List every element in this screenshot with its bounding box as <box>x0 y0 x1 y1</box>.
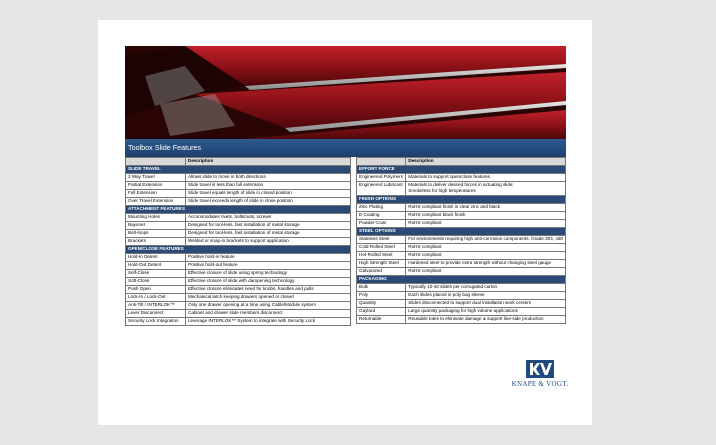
feature-description: RoHS compliant <box>406 267 566 275</box>
table-row <box>357 211 566 219</box>
feature-label: 2 Way Travel <box>126 174 186 182</box>
table-row <box>126 302 351 310</box>
feature-label: Bayonet <box>126 222 186 230</box>
toolbox-photo <box>125 46 566 139</box>
section-header: EFFORT FORCE <box>357 166 566 174</box>
table-row <box>126 294 351 302</box>
section-header: STEEL OPTIONS <box>357 227 566 235</box>
feature-label: Partial Extension <box>126 182 186 190</box>
kv-logo-icon <box>526 360 554 378</box>
feature-description: Each slides placed in poly bag sleeve <box>406 291 566 299</box>
feature-label: Quantity <box>357 299 406 307</box>
feature-description: Effective closure eliminates need for knobs, handles and pulls <box>186 286 351 294</box>
table-row <box>126 262 351 270</box>
table-row <box>126 278 351 286</box>
feature-description: Cabinet and drawer slide members disconnect <box>186 310 351 318</box>
feature-description: Effective closure of slide using spring technology <box>186 270 351 278</box>
section-header-row <box>357 195 566 203</box>
feature-label: Cold-Rolled Steel <box>357 243 406 251</box>
feature-description: RoHS compliant <box>406 243 566 251</box>
feature-label: Brackets <box>126 238 186 246</box>
feature-description: Leverage INTERLOK™ System to integrate with Security Lock <box>186 318 351 326</box>
table-row <box>126 198 351 206</box>
feature-description: Effective closure of slide with dampening technology <box>186 278 351 286</box>
feature-label: Gaylord <box>357 307 406 315</box>
table-row <box>126 182 351 190</box>
feature-description: RoHS compliant <box>406 219 566 227</box>
table-row <box>357 291 566 299</box>
section-header-row <box>126 206 351 214</box>
feature-label: Hot-Rolled Steel <box>357 251 406 259</box>
feature-description: Slide travel equals length of slide in closed position <box>186 190 351 198</box>
feature-description: RoHS compliant finish in clear zinc and black <box>406 203 566 211</box>
table-row <box>126 230 351 238</box>
feature-label: Hold-In Detent <box>126 254 186 262</box>
table-row <box>126 190 351 198</box>
description-column-header: Description <box>406 158 566 166</box>
feature-description: Slides disconnected to support dual installation work centers <box>406 299 566 307</box>
feature-label: Push Open <box>126 286 186 294</box>
table-row <box>357 251 566 259</box>
feature-label: Poly <box>357 291 406 299</box>
feature-label: Galvanized <box>357 267 406 275</box>
brand-name: KNAPE & VOGT. <box>511 380 569 388</box>
table-title: Toolbox Slide Features <box>125 139 566 157</box>
feature-description: Typically 10-40 slides per corrugated carton <box>406 283 566 291</box>
feature-column-header <box>357 158 406 166</box>
table-row <box>126 222 351 230</box>
feature-description: Materials to support open/close features <box>406 174 566 182</box>
table-row <box>357 299 566 307</box>
feature-label: High Strength Steel <box>357 259 406 267</box>
feature-label: Returnable <box>357 315 406 323</box>
table-row <box>126 318 351 326</box>
feature-label: Over Travel Extension <box>126 198 186 206</box>
feature-label: Soft-Close <box>126 278 186 286</box>
feature-label: Mounting Holes <box>126 214 186 222</box>
section-header: FINISH OPTIONS <box>357 195 566 203</box>
feature-label: Security Lock Integration <box>126 318 186 326</box>
table-row <box>357 267 566 275</box>
feature-description: For environments requiring high anti-corrosion components. Grade 304, 430 <box>406 235 566 243</box>
section-header-row <box>126 166 351 174</box>
slide-features-table-left <box>125 157 351 326</box>
table-row <box>126 174 351 182</box>
section-header: OPEN/CLOSE FEATURES <box>126 246 351 254</box>
feature-label: Engineered Polymers <box>357 174 406 182</box>
table-row <box>357 243 566 251</box>
feature-label: Lock-In / Lock-Out <box>126 294 186 302</box>
table-row <box>357 283 566 291</box>
table-row <box>357 235 566 243</box>
feature-description: Accommodates rivets, bolts/nuts, screws <box>186 214 351 222</box>
section-header: SLIDE TRAVEL <box>126 166 351 174</box>
feature-label: Stainless Steel <box>357 235 406 243</box>
table-row <box>357 203 566 211</box>
feature-description: Large quantity packaging for high volume applications <box>406 307 566 315</box>
feature-label: Powder-Coat <box>357 219 406 227</box>
table-row <box>357 315 566 323</box>
table-row <box>357 259 566 267</box>
feature-description: Allows slide to move in both directions <box>186 174 351 182</box>
feature-label: Anti-Tilt / INTERLOK™ <box>126 302 186 310</box>
feature-description: Designed for tool-less, fast installation of metal storage <box>186 230 351 238</box>
feature-description: Only one drawer opening at a time using Cable/Module system <box>186 302 351 310</box>
feature-label: Belt-loops <box>126 230 186 238</box>
table-row <box>126 310 351 318</box>
feature-description-line: Materials to deliver desired forces in actuating slide; <box>408 182 514 187</box>
feature-label: Lever Disconnect <box>126 310 186 318</box>
table-row <box>357 219 566 227</box>
section-header-row <box>357 227 566 235</box>
feature-description: Mechanical latch keeping drawers opened or closed <box>186 294 351 302</box>
feature-description: Positive hold-in feature <box>186 254 351 262</box>
section-header-row <box>357 275 566 283</box>
feature-description-line: Smokeless for high temperatures <box>408 188 476 194</box>
feature-label: Engineered Lubricant <box>357 182 406 196</box>
slide-features-table-right <box>356 157 566 324</box>
feature-description: Positive hold-out feature <box>186 262 351 270</box>
feature-description: Welded or snap-in brackets to support application <box>186 238 351 246</box>
table-row <box>357 182 566 196</box>
feature-label: Hold-Out Detent <box>126 262 186 270</box>
feature-description: Designed for tool-less, fast installation of metal storage <box>186 222 351 230</box>
feature-label: Full Extension <box>126 190 186 198</box>
feature-label: Bulk <box>357 283 406 291</box>
table-row <box>357 307 566 315</box>
section-header: PACKAGING <box>357 275 566 283</box>
table-row <box>126 238 351 246</box>
section-header: ATTACHMENT FEATURES <box>126 206 351 214</box>
feature-label: Zinc Plating <box>357 203 406 211</box>
table-row <box>126 214 351 222</box>
feature-description: RoHS compliant <box>406 251 566 259</box>
feature-label: E-Coating <box>357 211 406 219</box>
table-row <box>126 270 351 278</box>
feature-label: Self-Close <box>126 270 186 278</box>
feature-description: Slide travel is less than full extension <box>186 182 351 190</box>
document-page <box>98 20 592 425</box>
table-row <box>126 286 351 294</box>
feature-description: Slide travel exceeds length of slide in close position <box>186 198 351 206</box>
table-row <box>357 174 566 182</box>
description-column-header: Description <box>186 158 351 166</box>
feature-description: RoHS compliant black finish <box>406 211 566 219</box>
feature-description <box>406 182 566 196</box>
feature-column-header <box>126 158 186 166</box>
table-row <box>126 254 351 262</box>
feature-description: Hardened steel to provide extra strength without changing steel gauge <box>406 259 566 267</box>
knape-vogt-logo <box>510 360 570 400</box>
section-header-row <box>126 246 351 254</box>
feature-description: Reusable totes to eliminate damage & support line-side production <box>406 315 566 323</box>
section-header-row <box>357 166 566 174</box>
